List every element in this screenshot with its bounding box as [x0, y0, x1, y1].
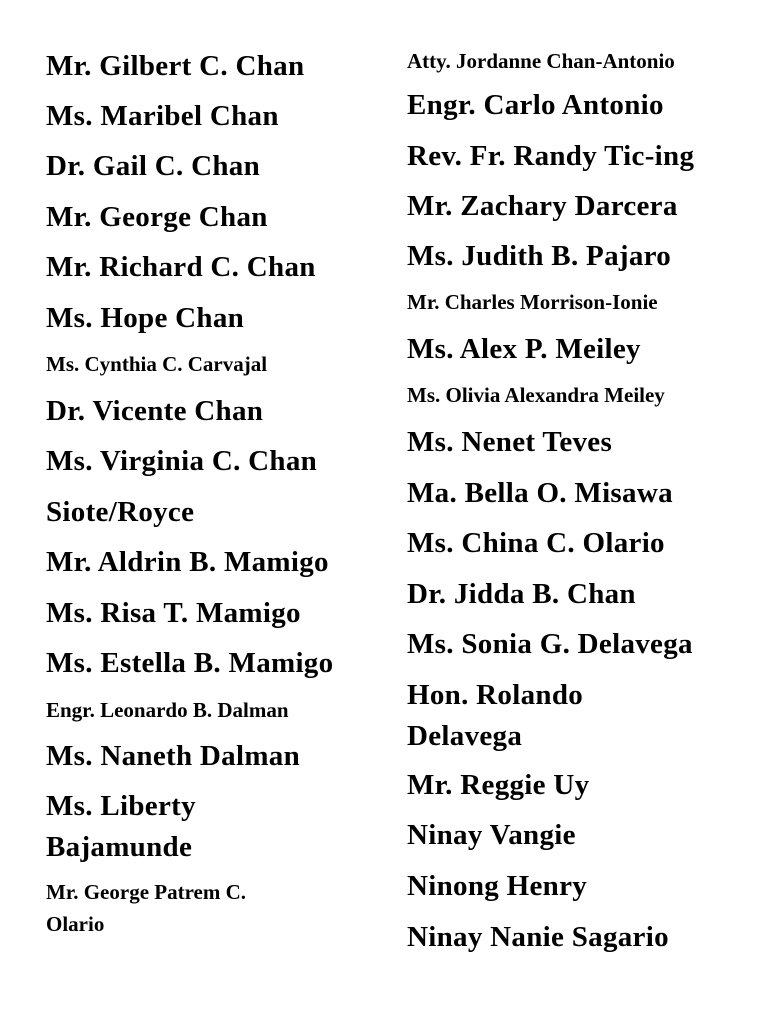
name-entry: Mr. Richard C. Chan: [46, 251, 316, 283]
name-entry: Mr. Zachary Darcera: [407, 190, 678, 222]
name-entry: Ms. Estella B. Mamigo: [46, 647, 334, 679]
name-entry: Ms. Liberty: [46, 790, 196, 822]
name-entry: Hon. Rolando: [407, 679, 584, 711]
name-entry: Ms. Nenet Teves: [407, 426, 613, 458]
name-entry: Mr. Aldrin B. Mamigo: [46, 546, 329, 578]
name-entry: Mr. George Chan: [46, 201, 268, 233]
name-entry: Ms. China C. Olario: [407, 527, 665, 559]
name-entry: Ms. Alex P. Meiley: [407, 333, 641, 365]
name-entry: Atty. Jordanne Chan-Antonio: [407, 49, 675, 73]
name-entry: Mr. George Patrem C.: [46, 880, 247, 904]
name-entry: Engr. Carlo Antonio: [407, 89, 664, 121]
name-entry: Dr. Jidda B. Chan: [407, 578, 636, 610]
name-entry: Dr. Gail C. Chan: [46, 150, 261, 182]
name-entry: Ms. Cynthia C. Carvajal: [46, 352, 268, 376]
name-entry: Mr. Reggie Uy: [407, 769, 590, 801]
name-entry: Delavega: [407, 720, 523, 752]
name-entry: Ninay Nanie Sagario: [407, 921, 669, 953]
name-entry: Olario: [46, 912, 105, 936]
name-entry: Ms. Sonia G. Delavega: [407, 628, 693, 660]
name-entry: Dr. Vicente Chan: [46, 395, 264, 427]
name-entry: Ninong Henry: [407, 870, 588, 902]
name-entry: Siote/Royce: [46, 496, 195, 528]
name-entry: Mr. Charles Morrison-Ionie: [407, 290, 658, 314]
name-entry: Ms. Naneth Dalman: [46, 740, 301, 772]
name-entry: Ninay Vangie: [407, 819, 576, 851]
name-entry: Ma. Bella O. Misawa: [407, 477, 673, 509]
name-entry: Ms. Olivia Alexandra Meiley: [407, 383, 665, 407]
name-entry: Ms. Judith B. Pajaro: [407, 240, 672, 272]
name-entry: Ms. Risa T. Mamigo: [46, 597, 301, 629]
name-entry: Engr. Leonardo B. Dalman: [46, 698, 289, 722]
name-entry: Rev. Fr. Randy Tic-ing: [407, 140, 695, 172]
name-entry: Ms. Virginia C. Chan: [46, 445, 318, 477]
name-entry: Ms. Maribel Chan: [46, 100, 279, 132]
name-entry: Mr. Gilbert C. Chan: [46, 50, 305, 82]
name-entry: Bajamunde: [46, 831, 193, 863]
name-entry: Ms. Hope Chan: [46, 302, 245, 334]
